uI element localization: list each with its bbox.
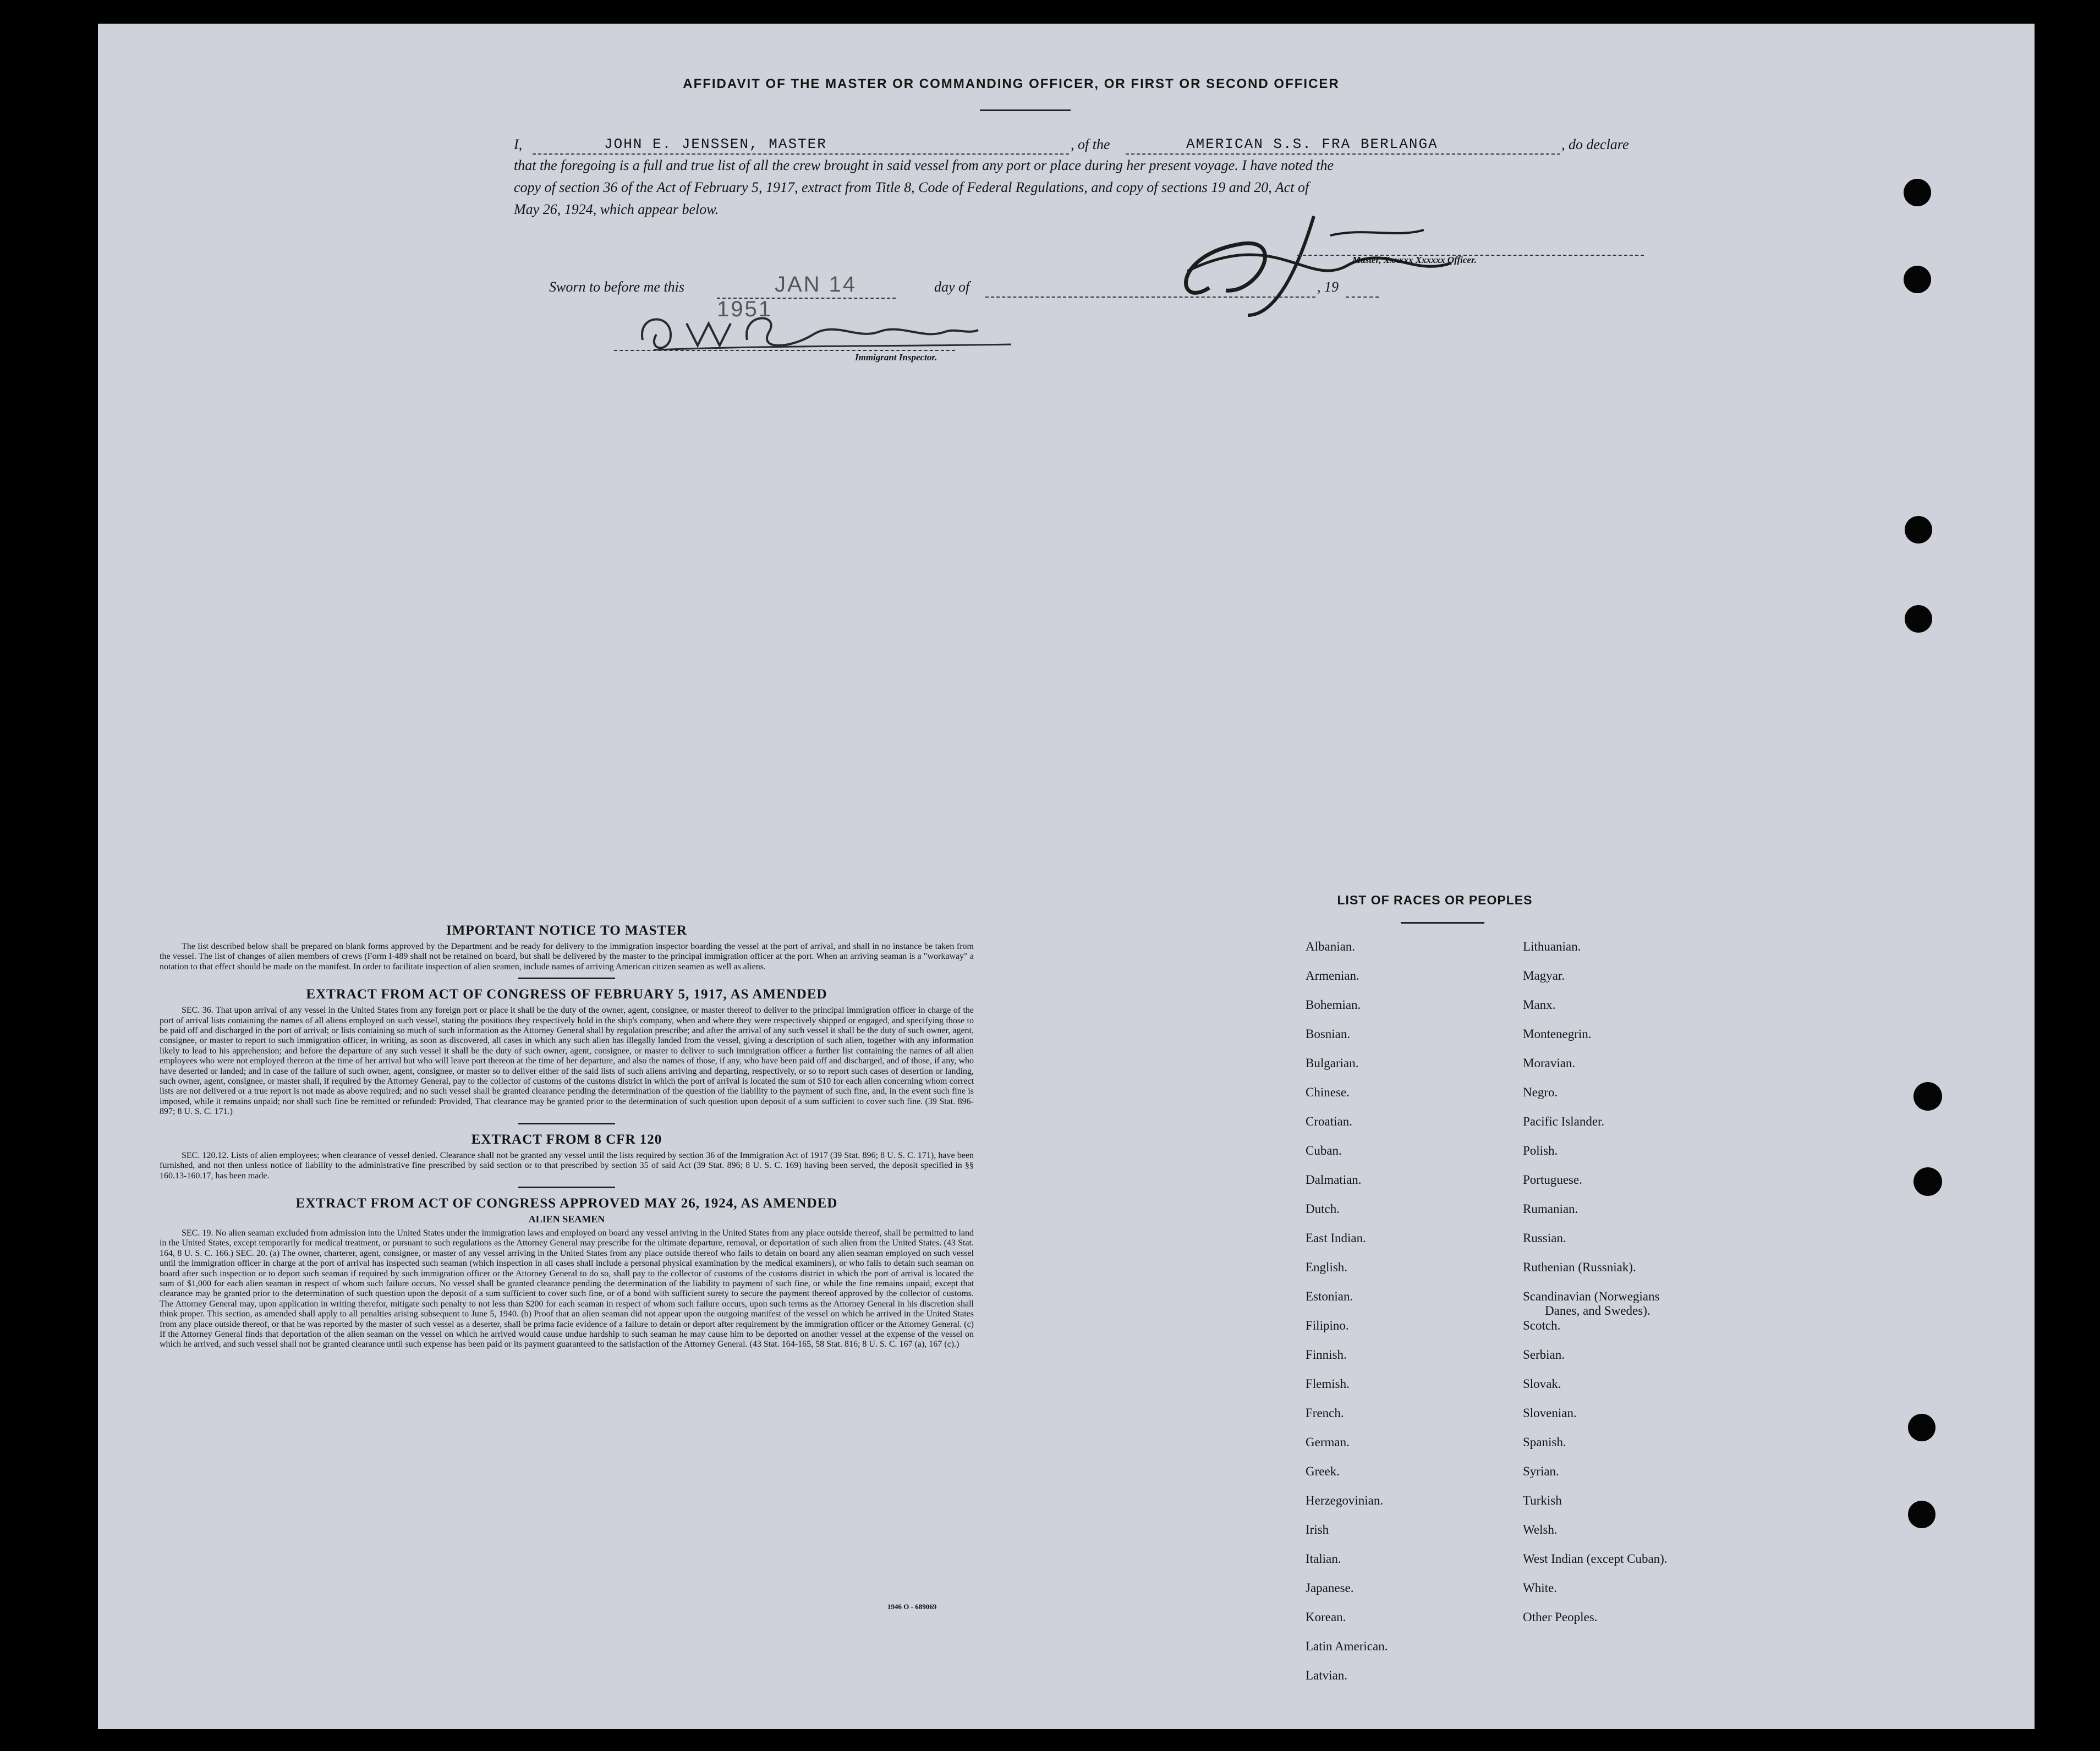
race-item: Other Peoples.: [1523, 1610, 1598, 1624]
master-signature: [1165, 205, 1660, 332]
race-item: Finnish.: [1306, 1348, 1347, 1362]
race-item: East Indian.: [1306, 1231, 1366, 1245]
race-item: Estonian.: [1306, 1289, 1353, 1303]
extract-cfr-title: EXTRACT FROM 8 CFR 120: [471, 1132, 662, 1147]
race-item: Ruthenian (Russniak).: [1523, 1260, 1636, 1274]
master-name-field: [533, 136, 1069, 155]
race-item: Japanese.: [1306, 1581, 1354, 1595]
extract-cfr-body: SEC. 120.12. Lists of alien employees; when clearance of vessel denied. Clearance shall not be granted any vessel until the lists required by section 36 of the Immigration Act of 1917 (39 Stat. 896; 8 U. S. C. 171), have been furnished, and not then unless notice of liability to the administrative fine prescribed by said section or to that prescribed by section 35 of said Act (39 Stat. 896; 8 U. S. C. 169) having been served, the deposit specified in §§ 160.13-160.17, has been made.: [160, 1150, 974, 1181]
label-of-the: , of the: [1071, 136, 1110, 152]
sworn-label: Sworn to before me this: [549, 279, 685, 295]
affidavit-line-3: copy of section 36 of the Act of February 5, 1917, extract from Title 8, Code of Federal Regulations, and copy of sections 19 and 20, Act of: [514, 179, 1309, 195]
inspector-line: [614, 349, 955, 351]
race-item: Rumanian.: [1523, 1202, 1578, 1216]
punch-hole: [1904, 266, 1931, 293]
inspector-signature: [604, 301, 1033, 362]
race-item: Bosnian.: [1306, 1027, 1351, 1041]
race-item: English.: [1306, 1260, 1348, 1274]
race-item: Italian.: [1306, 1552, 1341, 1566]
race-item: Moravian.: [1523, 1056, 1576, 1070]
race-item: Scandinavian (Norwegians: [1523, 1289, 1660, 1303]
race-item: Dalmatian.: [1306, 1173, 1362, 1187]
affidavit-line-4: May 26, 1924, which appear below.: [514, 201, 719, 217]
signature-caption: Master, Xxxxxx Xxxxxx Officer.: [1352, 255, 1477, 265]
race-item: French.: [1306, 1406, 1344, 1420]
inspector-caption: Immigrant Inspector.: [855, 352, 937, 363]
affidavit-line-2: that the foregoing is a full and true list of all the crew brought in said vessel from any port or place during her present voyage. I have noted the: [514, 157, 1334, 173]
punch-hole: [1908, 1414, 1935, 1441]
race-item: Dutch.: [1306, 1202, 1340, 1216]
race-item: Polish.: [1523, 1144, 1558, 1157]
race-item: Montenegrin.: [1523, 1027, 1592, 1041]
race-item: Croatian.: [1306, 1115, 1352, 1128]
race-item: Irish: [1306, 1523, 1329, 1536]
punch-hole: [1905, 605, 1932, 633]
race-item: Albanian.: [1306, 940, 1356, 953]
race-item: Greek.: [1306, 1464, 1340, 1478]
title-rule: [980, 109, 1071, 111]
punch-hole: [1913, 1167, 1942, 1196]
race-item: German.: [1306, 1435, 1350, 1449]
extract-1917-rule: [518, 1123, 615, 1124]
race-item: Filipino.: [1306, 1319, 1349, 1332]
race-item: Flemish.: [1306, 1377, 1350, 1391]
notice-body: The list described below shall be prepared on blank forms approved by the Department and be ready for delivery to the immigration inspector boarding the vessel at the port of arrival, and shall in no instance be taken from the vessel. The list of changes of alien members of crews (Form I-489 shall not be retained on board, but shall be delivered by the master to the principal immigration officer at the port. When an arriving seaman is a "workaway" a notation to that effect should be made on the manifest. In order to facilitate inspection of alien seamen, include names of arriving American citizen seamen as well as aliens.: [160, 942, 974, 971]
race-item: Welsh.: [1523, 1523, 1558, 1536]
extract-1924-subtitle: ALIEN SEAMEN: [528, 1213, 605, 1225]
race-item: Chinese.: [1306, 1085, 1350, 1099]
day-of-label: day of: [934, 279, 970, 295]
races-title: LIST OF RACES OR PEOPLES: [1337, 893, 1533, 907]
extract-1917-body: SEC. 36. That upon arrival of any vessel in the United States from any foreign port or place it shall be the duty of the owner, agent, consignee, or master thereof to deliver to the principal immigration officer in charge of the port of arrival lists containing the names of all aliens employed on such vessel, stating the positions they respectively hold in the ship's company, when and where they were respectively shipped or engaged, and specifying those to be paid off and discharged in the port of arrival; or lists containing so much of such information as the Attorney General shall by regulation prescribe; and after the arrival of any such vessel it shall be the duty of such owner, agent, consignee, or master to report to such immigration officer, in writing, as soon as discovered, all cases in which any such alien has illegally landed from the vessel, giving a description of such alien, together with any information likely to lead to his apprehension; and before the departure of any such vessel it shall be the duty of such owner, agent, consignee, or master to deliver to such immigration officer a further list containing the names of all alien employees who were not employed thereon at the time of her arrival but who will leave port thereon at the time of her departure, and also the names of those, if any, who have been paid off and discharged, and of those, if any, who have deserted or landed; and in case of the failure of such owner, agent, consignee, or master so to deliver either of the said lists of such aliens arriving and departing, respectively, or so to report such cases of desertion or landing, such owner, agent, consignee, or master shall, if required by the Attorney General, pay to the collector of customs of the customs district in which the port of arrival is located the sum of $10 for each alien concerning whom correct lists are not delivered or a true report is not made as above required; and no such vessel shall be granted clearance pending the determination of the question of the liability to the payment of such fine, and, in the event such fine is imposed, while it remains unpaid; nor shall such fine be remitted or refunded: Provided, That clearance may be granted prior to the determination of such question upon deposit of a sum sufficient to cover such fine. (39 Stat. 896-897; 8 U. S. C. 171.): [160, 1006, 974, 1117]
race-item: Portuguese.: [1523, 1173, 1582, 1187]
race-item: Bulgarian.: [1306, 1056, 1359, 1070]
sworn-day-field: [717, 272, 896, 321]
extract-1917-title: EXTRACT FROM ACT OF CONGRESS OF FEBRUARY 5, 1917, AS AMENDED: [306, 987, 827, 1002]
notices-column: [160, 923, 974, 1350]
label-do-declare: , do declare: [1561, 136, 1629, 152]
race-item: Cuban.: [1306, 1144, 1342, 1157]
race-item: Pacific Islander.: [1523, 1115, 1605, 1128]
year-field: [1346, 282, 1379, 298]
race-item: Syrian.: [1523, 1464, 1559, 1478]
vessel-name: AMERICAN S.S. FRA BERLANGA: [1186, 136, 1438, 152]
punch-hole: [1905, 516, 1932, 544]
notice-rule: [518, 978, 615, 979]
race-item: Herzegovinian.: [1306, 1494, 1384, 1507]
race-item: Scotch.: [1523, 1319, 1561, 1332]
date-stamp: JAN 14 1951: [717, 272, 857, 321]
race-item: Latin American.: [1306, 1639, 1388, 1653]
extract-cfr-rule: [518, 1187, 615, 1188]
race-item: Serbian.: [1523, 1348, 1565, 1362]
vessel-field: [1126, 136, 1560, 155]
race-item: Spanish.: [1523, 1435, 1566, 1449]
race-item: Negro.: [1523, 1085, 1558, 1099]
races-rule: [1401, 922, 1484, 924]
race-item: Armenian.: [1306, 969, 1359, 982]
race-item: Slovenian.: [1523, 1406, 1577, 1420]
race-item: Lithuanian.: [1523, 940, 1581, 953]
race-item: West Indian (except Cuban).: [1523, 1552, 1668, 1566]
form-page: [98, 24, 2035, 1729]
extract-1924-title: EXTRACT FROM ACT OF CONGRESS APPROVED MAY 26, 1924, AS AMENDED: [295, 1195, 838, 1211]
race-item: Danes, and Swedes).: [1545, 1304, 1651, 1318]
race-item: Bohemian.: [1306, 998, 1361, 1012]
label-i: I,: [514, 136, 523, 152]
race-item: Slovak.: [1523, 1377, 1561, 1391]
affidavit-title: AFFIDAVIT OF THE MASTER OR COMMANDING OFFICER, OR FIRST OR SECOND OFFICER: [683, 76, 1340, 91]
race-item: Korean.: [1306, 1610, 1346, 1624]
race-item: Latvian.: [1306, 1668, 1347, 1682]
race-item: White.: [1523, 1581, 1557, 1595]
print-code: 1946 O - 689069: [887, 1602, 937, 1611]
year-label: , 19: [1317, 279, 1339, 295]
punch-hole: [1913, 1082, 1942, 1111]
master-name: JOHN E. JENSSEN, MASTER: [604, 136, 827, 152]
punch-hole: [1908, 1501, 1935, 1528]
race-item: Turkish: [1523, 1494, 1562, 1507]
notice-title: IMPORTANT NOTICE TO MASTER: [446, 923, 687, 938]
punch-hole: [1904, 179, 1931, 206]
race-item: Manx.: [1523, 998, 1556, 1012]
extract-1924-body: SEC. 19. No alien seaman excluded from admission into the United States under the immigration laws and employed on board any vessel arriving in the United States from any place outside thereof, shall be permitted to land in the United States, except temporarily for medical treatment, or pursuant to such regulations as the Attorney General may prescribe for the ultimate departure, removal, or deportation of such alien from the United States. (43 Stat. 164, 8 U. S. C. 166.) SEC. 20. (a) The owner, charterer, agent, consignee, or master of any vessel arriving in the United States from any place outside thereof who fails to detain on board any alien seaman employed on such vessel until the immigration officer in charge at the port of arrival has inspected such seaman (which inspection in all cases shall include a personal physical examination by the medical examiners), or who fails to detain such seaman on board after such inspection or to deport such seaman if required by such immigration officer or the Attorney General to do so, shall pay to the collector of customs of the customs district in which the port of arrival is located the sum of $1,000 for each alien seaman in respect of whom such failure occurs. No vessel shall be granted clearance pending the determination of the liability to payment of such fine, or while the fine remains unpaid, except that clearance may be granted prior to the determination of such question upon the deposit of a sum sufficient to cover such fine, or of a bond with sufficient surety to secure the payment thereof approved by the collector of customs. The Attorney General may, upon application in writing therefor, mitigate such penalty to not less than $200 for each seaman in respect of whom such failure occurs, upon such terms as the Attorney General in his discretion shall think proper. This section, as amended shall apply to all penalties arising subsequent to June 5, 1940. (b) Proof that an alien seaman did not appear upon the outgoing manifest of the vessel on which he arrived in the United States from any place outside thereof, or that he was reported by the master of such vessel as a deserter, shall be prima facie evidence of a failure to detain or deport after requirement by the immigration officer or the Attorney General. (c) If the Attorney General finds that deportation of the alien seaman on the vessel on which he arrived would cause undue hardship to such seaman he may cause him to be deported on another vessel at the expense of the vessel on which he arrived, and such vessel shall not be granted clearance until such expense has been paid or its payment guaranteed to the satisfaction of the Attorney General. (43 Stat. 164-165, 58 Stat. 816; 8 U. S. C. 167 (a), 167 (c).): [160, 1228, 974, 1349]
race-item: Russian.: [1523, 1231, 1566, 1245]
month-field: [985, 282, 1315, 298]
race-item: Magyar.: [1523, 969, 1565, 982]
